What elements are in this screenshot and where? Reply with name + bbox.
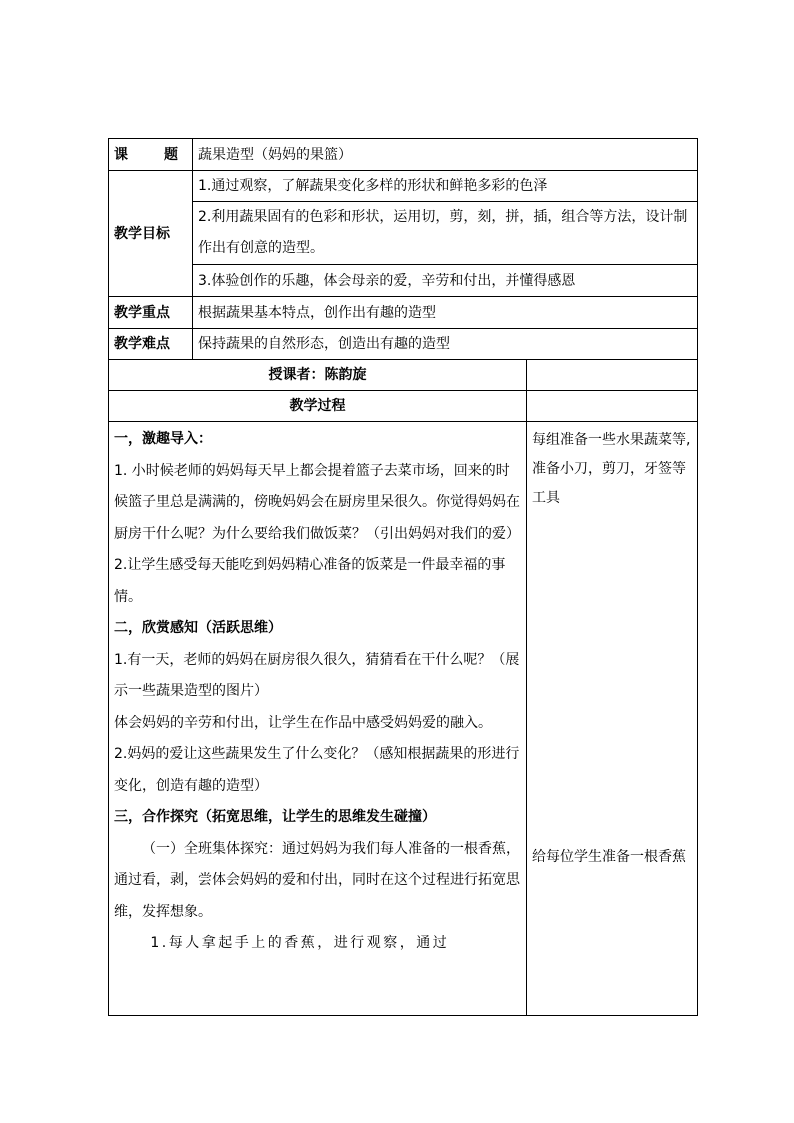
process-title: 教学过程 — [109, 391, 527, 422]
key-label: 教学重点 — [109, 297, 193, 329]
difficulty-label: 教学难点 — [109, 329, 193, 360]
section-2-title: 二，欣赏感知（活跃思维） — [114, 620, 282, 636]
section-3-paragraph-1: （一）全班集体探究：通过妈妈为我们每人准备的一根香蕉，通过看，剥，尝体会妈妈的爱和付出，同时在这个过程进行拓宽思维，发挥想象。 — [114, 840, 520, 920]
section-2-paragraph-2: 体会妈妈的辛劳和付出，让学生在作品中感受妈妈爱的融入。 — [114, 714, 492, 731]
process-row — [109, 422, 698, 1016]
goal-item-2: 2.利用蔬果固有的色彩和形状，运用切，剪，刻，拼，插，组合等方法，设计制作出有创意的造型。 — [193, 202, 698, 265]
goal-row-3 — [109, 265, 698, 297]
topic-row — [109, 139, 698, 171]
section-1-paragraph-2: 2.让学生感受每天能吃到妈妈精心准备的饭菜是一件最幸福的事情。 — [114, 557, 506, 605]
section-2-paragraph-3: 2.妈妈的爱让这些蔬果发生了什么变化？（感知根据蔬果的形进行变化，创造有趣的造型） — [114, 746, 520, 794]
lesson-plan-table — [108, 138, 698, 1016]
goal-row-2 — [109, 202, 698, 265]
topic-label — [109, 139, 193, 171]
teacher-row — [109, 360, 698, 391]
topic-label-b: 题 — [164, 146, 178, 163]
topic-value: 蔬果造型（妈妈的果篮） — [193, 139, 698, 171]
section-3-title: 三，合作探究（拓宽思维，让学生的思维发生碰撞） — [114, 809, 436, 825]
section-1-title: 一，激趣导入： — [114, 431, 212, 447]
key-row — [109, 297, 698, 329]
side-note-1: 每组准备一些水果蔬菜等,准备小刀，剪刀，牙签等工具 — [532, 432, 691, 506]
goals-label: 教学目标 — [109, 171, 193, 297]
process-side-empty — [527, 391, 698, 422]
difficulty-value: 保持蔬果的自然形态，创造出有趣的造型 — [193, 329, 698, 360]
process-title-row — [109, 391, 698, 422]
side-note-2: 给每位学生准备一根香蕉 — [532, 849, 686, 865]
process-side-notes — [527, 422, 698, 1016]
section-1-paragraph-1: 1. 小时候老师的妈妈每天早上都会提着篮子去菜市场，回来的时候篮子里总是满满的，傍晚妈妈会在厨房里呆很久。你觉得妈妈在厨房干什么呢？为什么要给我们做饭菜？（引出妈妈对我们的爱） — [114, 462, 520, 542]
goal-item-3: 3.体验创作的乐趣，体会母亲的爱，辛劳和付出，并懂得感恩 — [193, 265, 698, 297]
process-body — [109, 422, 527, 1016]
goal-item-1: 1.通过观察，了解蔬果变化多样的形状和鲜艳多彩的色泽 — [193, 171, 698, 202]
topic-label-a: 课 — [114, 146, 128, 163]
goal-row-1 — [109, 171, 698, 202]
difficulty-row — [109, 329, 698, 360]
teacher-side-empty — [527, 360, 698, 391]
section-3-paragraph-2: 1.每人拿起手上的香蕉，进行观察，通过 — [150, 935, 450, 951]
teacher-line: 授课者：陈韵旋 — [109, 360, 527, 391]
section-2-paragraph-1: 1.有一天，老师的妈妈在厨房很久很久，猜猜看在干什么呢？（展示一些蔬果造型的图片） — [114, 651, 520, 699]
key-value: 根据蔬果基本特点，创作出有趣的造型 — [193, 297, 698, 329]
